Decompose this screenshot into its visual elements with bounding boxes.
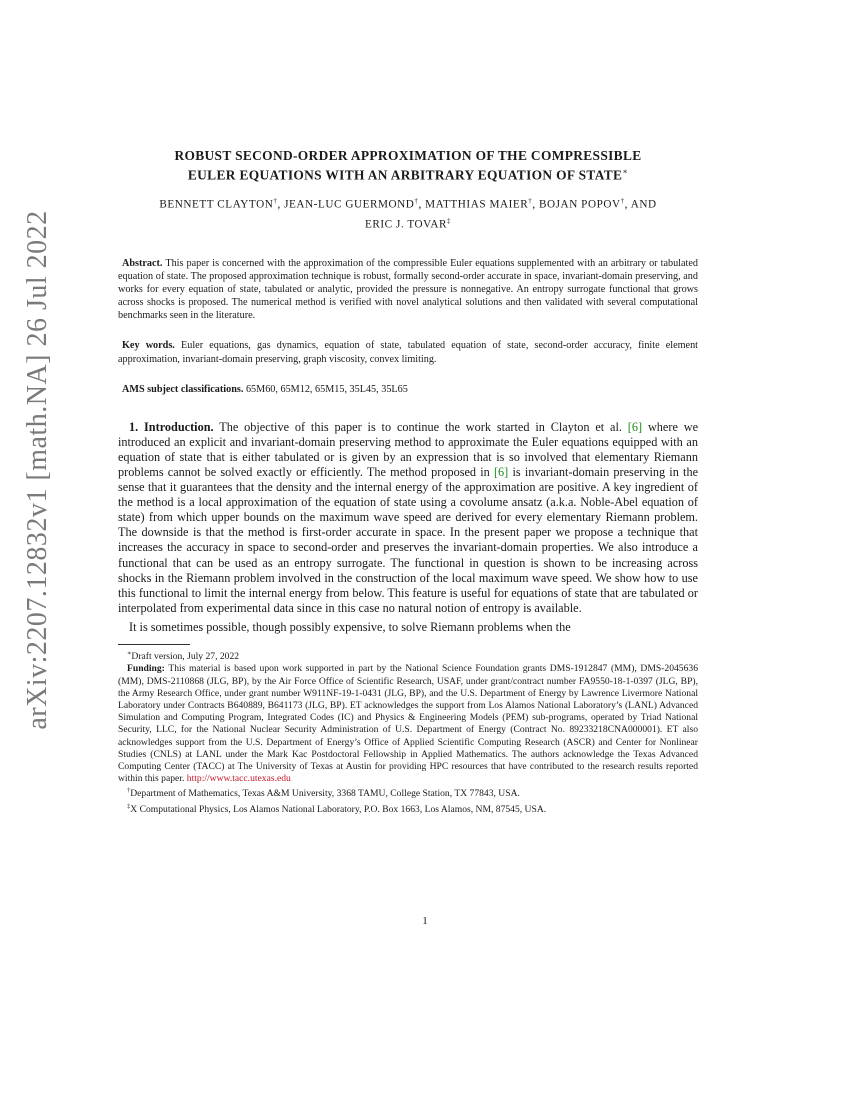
author-list: BENNETT CLAYTON†, JEAN-LUC GUERMOND†, MATTHIAS MAIER†, BOJAN POPOV†, AND ERIC J. TOVAR‡ bbox=[159, 197, 657, 231]
author-mark: ‡ bbox=[447, 217, 452, 226]
affiliation-text: X Computational Physics, Los Alamos National Laboratory, P.O. Box 1663, Los Alamos, NM, 87545, USA. bbox=[130, 804, 547, 815]
title-footnote-mark: ∗ bbox=[622, 167, 629, 176]
introduction-paragraph-2: It is sometimes possible, though possibly expensive, to solve Riemann problems when the bbox=[129, 619, 571, 634]
footnote-funding bbox=[118, 663, 698, 785]
author-maier: MATTHIAS MAIER bbox=[425, 199, 529, 212]
footnote-mark: ∗ bbox=[127, 650, 132, 657]
author-popov: BOJAN POPOV bbox=[539, 199, 621, 212]
author-clayton: BENNETT CLAYTON bbox=[159, 199, 274, 212]
abstract-text: This paper is concerned with the approximation of the compressible Euler equations supplemented with an arbitrary or tabulated equation of state. The proposed approximation technique is robust, formally second-order accurate in space, invariant-domain preserving, and works for every equation of state, tabulated or analytic, provided the pressure is nonnegative. An entropy surrogate functional that grows across shocks is proposed. The numerical method is verified with novel analytical solutions and then validated with several computational benchmarks seen in the literature. bbox=[118, 257, 698, 322]
ams-classifications bbox=[118, 383, 698, 396]
intro-text: where we introduced an explicit and invariant-domain preserving method to approximate the Euler equations equipped with an equation of state that is either tabulated or is given by an expression that is so involved that elementary Riemann problems cannot be solved exactly or efficiently. The method proposed in bbox=[118, 419, 699, 479]
keywords-text: Euler equations, gas dynamics, equation of state, tabulated equation of state, second-order accuracy, finite element approximation, invariant-domain preserving, graph viscosity, convex limiting. bbox=[118, 340, 699, 365]
keywords bbox=[118, 339, 698, 365]
paper-title bbox=[118, 148, 698, 183]
arxiv-identifier: arXiv:2207.12832v1 [math.NA] 26 Jul 2022 bbox=[22, 210, 53, 730]
page-content bbox=[118, 148, 698, 816]
abstract bbox=[118, 257, 698, 322]
citation-link[interactable]: [6] bbox=[627, 419, 643, 434]
citation-link[interactable]: [6] bbox=[493, 464, 509, 479]
affiliation-text: Department of Mathematics, Texas A&M University, 3368 TAMU, College Station, TX 77843, USA. bbox=[130, 788, 520, 800]
author-tovar: ERIC J. TOVAR bbox=[364, 218, 447, 231]
footnote-mark: ‡ bbox=[127, 802, 131, 810]
footnote-affiliation-2 bbox=[118, 801, 698, 816]
author-guermond: JEAN-LUC GUERMOND bbox=[284, 199, 415, 212]
intro-text: The objective of this paper is to continue the work started in Clayton et al. bbox=[219, 419, 622, 434]
title-line-1: ROBUST SECOND-ORDER APPROXIMATION OF THE COMPRESSIBLE bbox=[174, 148, 642, 163]
title-line-2: EULER EQUATIONS WITH AN ARBITRARY EQUATION OF STATE bbox=[187, 167, 623, 183]
footnote-draft bbox=[118, 648, 698, 663]
author-and: AND bbox=[630, 199, 657, 212]
intro-text: is invariant-domain preserving in the sense that it guarantees that the density and the internal energy of the approximation are positive. A key ingredient of the method is a local approximation of the equation of state using a covolume ansatz (a.k.a. Noble-Abel equation of state) from which upper bounds on the maximum wave speed are derived for every elementary Riemann problem. The downside is that the method is first-order accurate in space. In the present paper we propose a technique that increases the accuracy in space to second-order and preserves the invariant-domain properties. We also introduce a functional that can be used as an entropy surrogate. The functional in question is shown to be increasing across shocks in the Riemann problem involved in the construction of the local maximum wave speed. We show how to use this functional to limit the internal energy from below. This feature is useful for equations of state that are tabulated or interpolated from experimental data since in this case no natural notion of entropy is available. bbox=[118, 464, 699, 615]
keywords-label: Key words. bbox=[122, 340, 175, 352]
abstract-label: Abstract. bbox=[122, 257, 163, 269]
footnotes bbox=[118, 648, 698, 816]
footnote-divider bbox=[118, 644, 190, 645]
author-mark: † bbox=[620, 197, 625, 206]
section-heading: 1. Introduction. bbox=[129, 419, 214, 434]
arxiv-side-stamp bbox=[16, 210, 60, 730]
author-mark: † bbox=[528, 197, 533, 206]
author-mark: † bbox=[414, 197, 419, 206]
footnote-mark: † bbox=[127, 787, 131, 795]
funding-label: Funding: bbox=[127, 663, 165, 675]
footnote-draft-text: Draft version, July 27, 2022 bbox=[131, 651, 240, 663]
ams-label: AMS subject classifications. bbox=[122, 383, 244, 395]
footnote-affiliation-1 bbox=[118, 785, 698, 800]
page-number: 1 bbox=[422, 915, 428, 927]
ams-text: 65M60, 65M12, 65M15, 35L45, 35L65 bbox=[245, 383, 408, 395]
funding-text: This material is based upon work supported in part by the National Science Foundation grants DMS-1912847 (MM), DMS-2045636 (MM), DMS-2110868 (JLG, BP), by the Air Force Office of Scientific Research, USAF, under grant/contract number FA9550-18-1-0397 (JLG, BP), the Army Research Office, under grant number W911NF-19-1-0431 (JLG, BP), and the U.S. Department of Energy by Lawrence Livermore National Laboratory under Contracts B640889, B641173 (JLG, BP). ET acknowledges the support from Los Alamos National Laboratory’s (LANL) Advanced Simulation and Computing Program, Integrated Codes (IC) and Physics & Engineering Models (PEM) sub-programs, operated by Triad National Security, LLC, for the National Nuclear Security Administration of U.S. Department of Energy (Contract No. 89233218CNA000001). ET also acknowledges support from the U.S. Department of Energy’s Office of Applied Scientific Computing Research (ASCR) and Center for Nonlinear Studies (CNLS) at LANL under the Mark Kac Postdoctoral Fellowship in Applied Mathematics. The authors acknowledge the Texas Advanced Computing Center (TACC) at The University of Texas at Austin for providing HPC resources that have contributed to the research results reported within this paper. bbox=[118, 663, 698, 785]
author-mark: † bbox=[273, 197, 278, 206]
tacc-link[interactable]: http://www.tacc.utexas.edu bbox=[186, 773, 291, 785]
introduction-paragraph bbox=[118, 420, 698, 616]
